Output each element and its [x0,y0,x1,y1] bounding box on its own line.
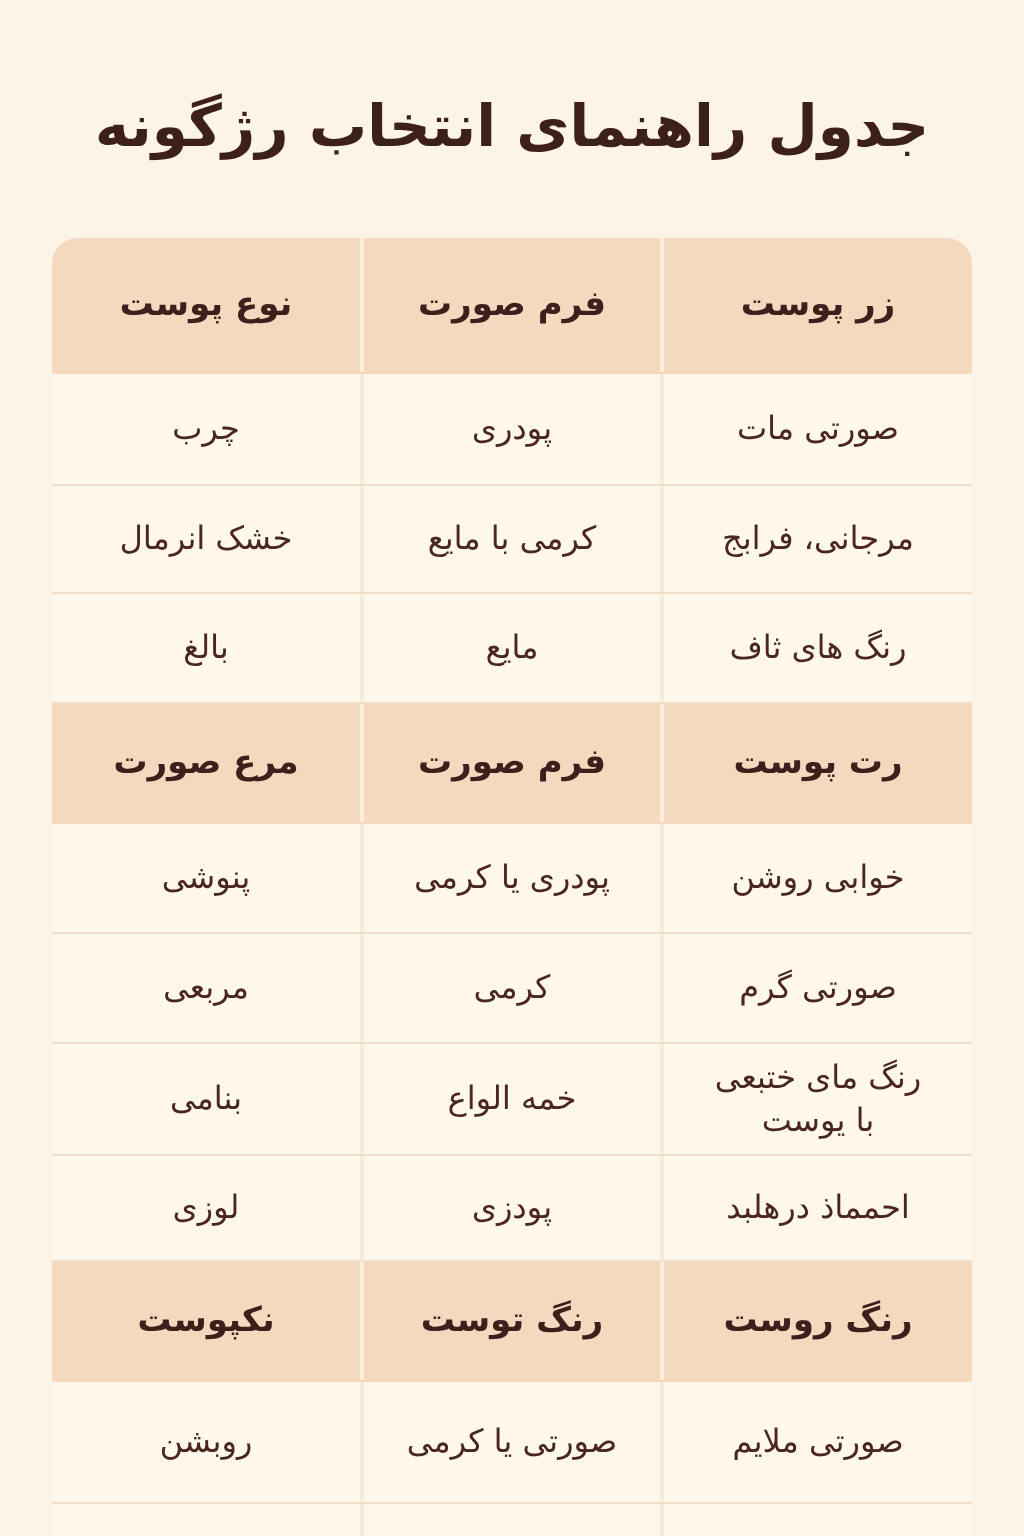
table-cell: کرمی با مایع [360,486,660,592]
header-cell: نکپوست [137,1300,275,1341]
table-cell: احمماذ درهلبد [660,1156,972,1260]
table-header-row [52,238,972,374]
table-cell: کرمی [360,934,660,1042]
header-cell: فرم صورت [360,704,660,822]
table-row [52,934,972,1044]
header-cell: زر پوست [660,238,972,372]
table-cell: مرجانی، فرابج [660,486,972,592]
table-cell: روبشن [159,1422,253,1461]
header-cell: رنگ توست [360,1262,660,1380]
table-cell: صورتی یا کرمی [360,1382,660,1502]
makeup-guide-table [52,238,972,1536]
table-header-row [52,1262,972,1382]
table-cell: خوابی روشن [660,824,972,932]
table-cell-empty [660,1504,972,1536]
table-cell: پودزی [360,1156,660,1260]
header-cell: نوع پوست [119,284,293,325]
table-cell: صورتی ملایم [660,1382,972,1502]
table-cell: خمه الواع [360,1044,660,1154]
table-cell: پنوشی [161,858,251,897]
table-cell: رنگ مای ختبعی با یوست [660,1044,972,1154]
header-cell: فرم صورت [360,238,660,372]
table-cell-empty [52,1504,360,1536]
table-row [52,824,972,934]
table-cell: صورتی مات [660,374,972,484]
table-cell: مربعی [163,968,249,1007]
table-cell: صورتی گرم [660,934,972,1042]
table-row [52,1156,972,1262]
table-row [52,594,972,704]
header-cell: رنگ روست [660,1262,972,1380]
table-cell: چرب [172,409,240,448]
header-cell: مرع صورت [113,742,299,783]
table-cell: بنامی [169,1079,243,1118]
table-cell: مایع [360,594,660,702]
table-cell: پودری یا کرمی [360,824,660,932]
table-row [52,486,972,594]
page-title: جدول راهنمای انتخاب رژگونه [94,92,930,160]
table-header-row [52,704,972,824]
table-cell-empty [360,1504,660,1536]
table-cell: رنگ های ثاف [660,594,972,702]
table-cell: پودری [360,374,660,484]
table-row [52,1382,972,1504]
table-row [52,1044,972,1156]
table-cell: خشک انرمال [119,519,293,558]
table-row [52,374,972,486]
table-row-partial [52,1504,972,1536]
table-cell: لوزی [172,1188,240,1227]
table-cell: بالغ [183,628,229,667]
header-cell: رت پوست [660,704,972,822]
